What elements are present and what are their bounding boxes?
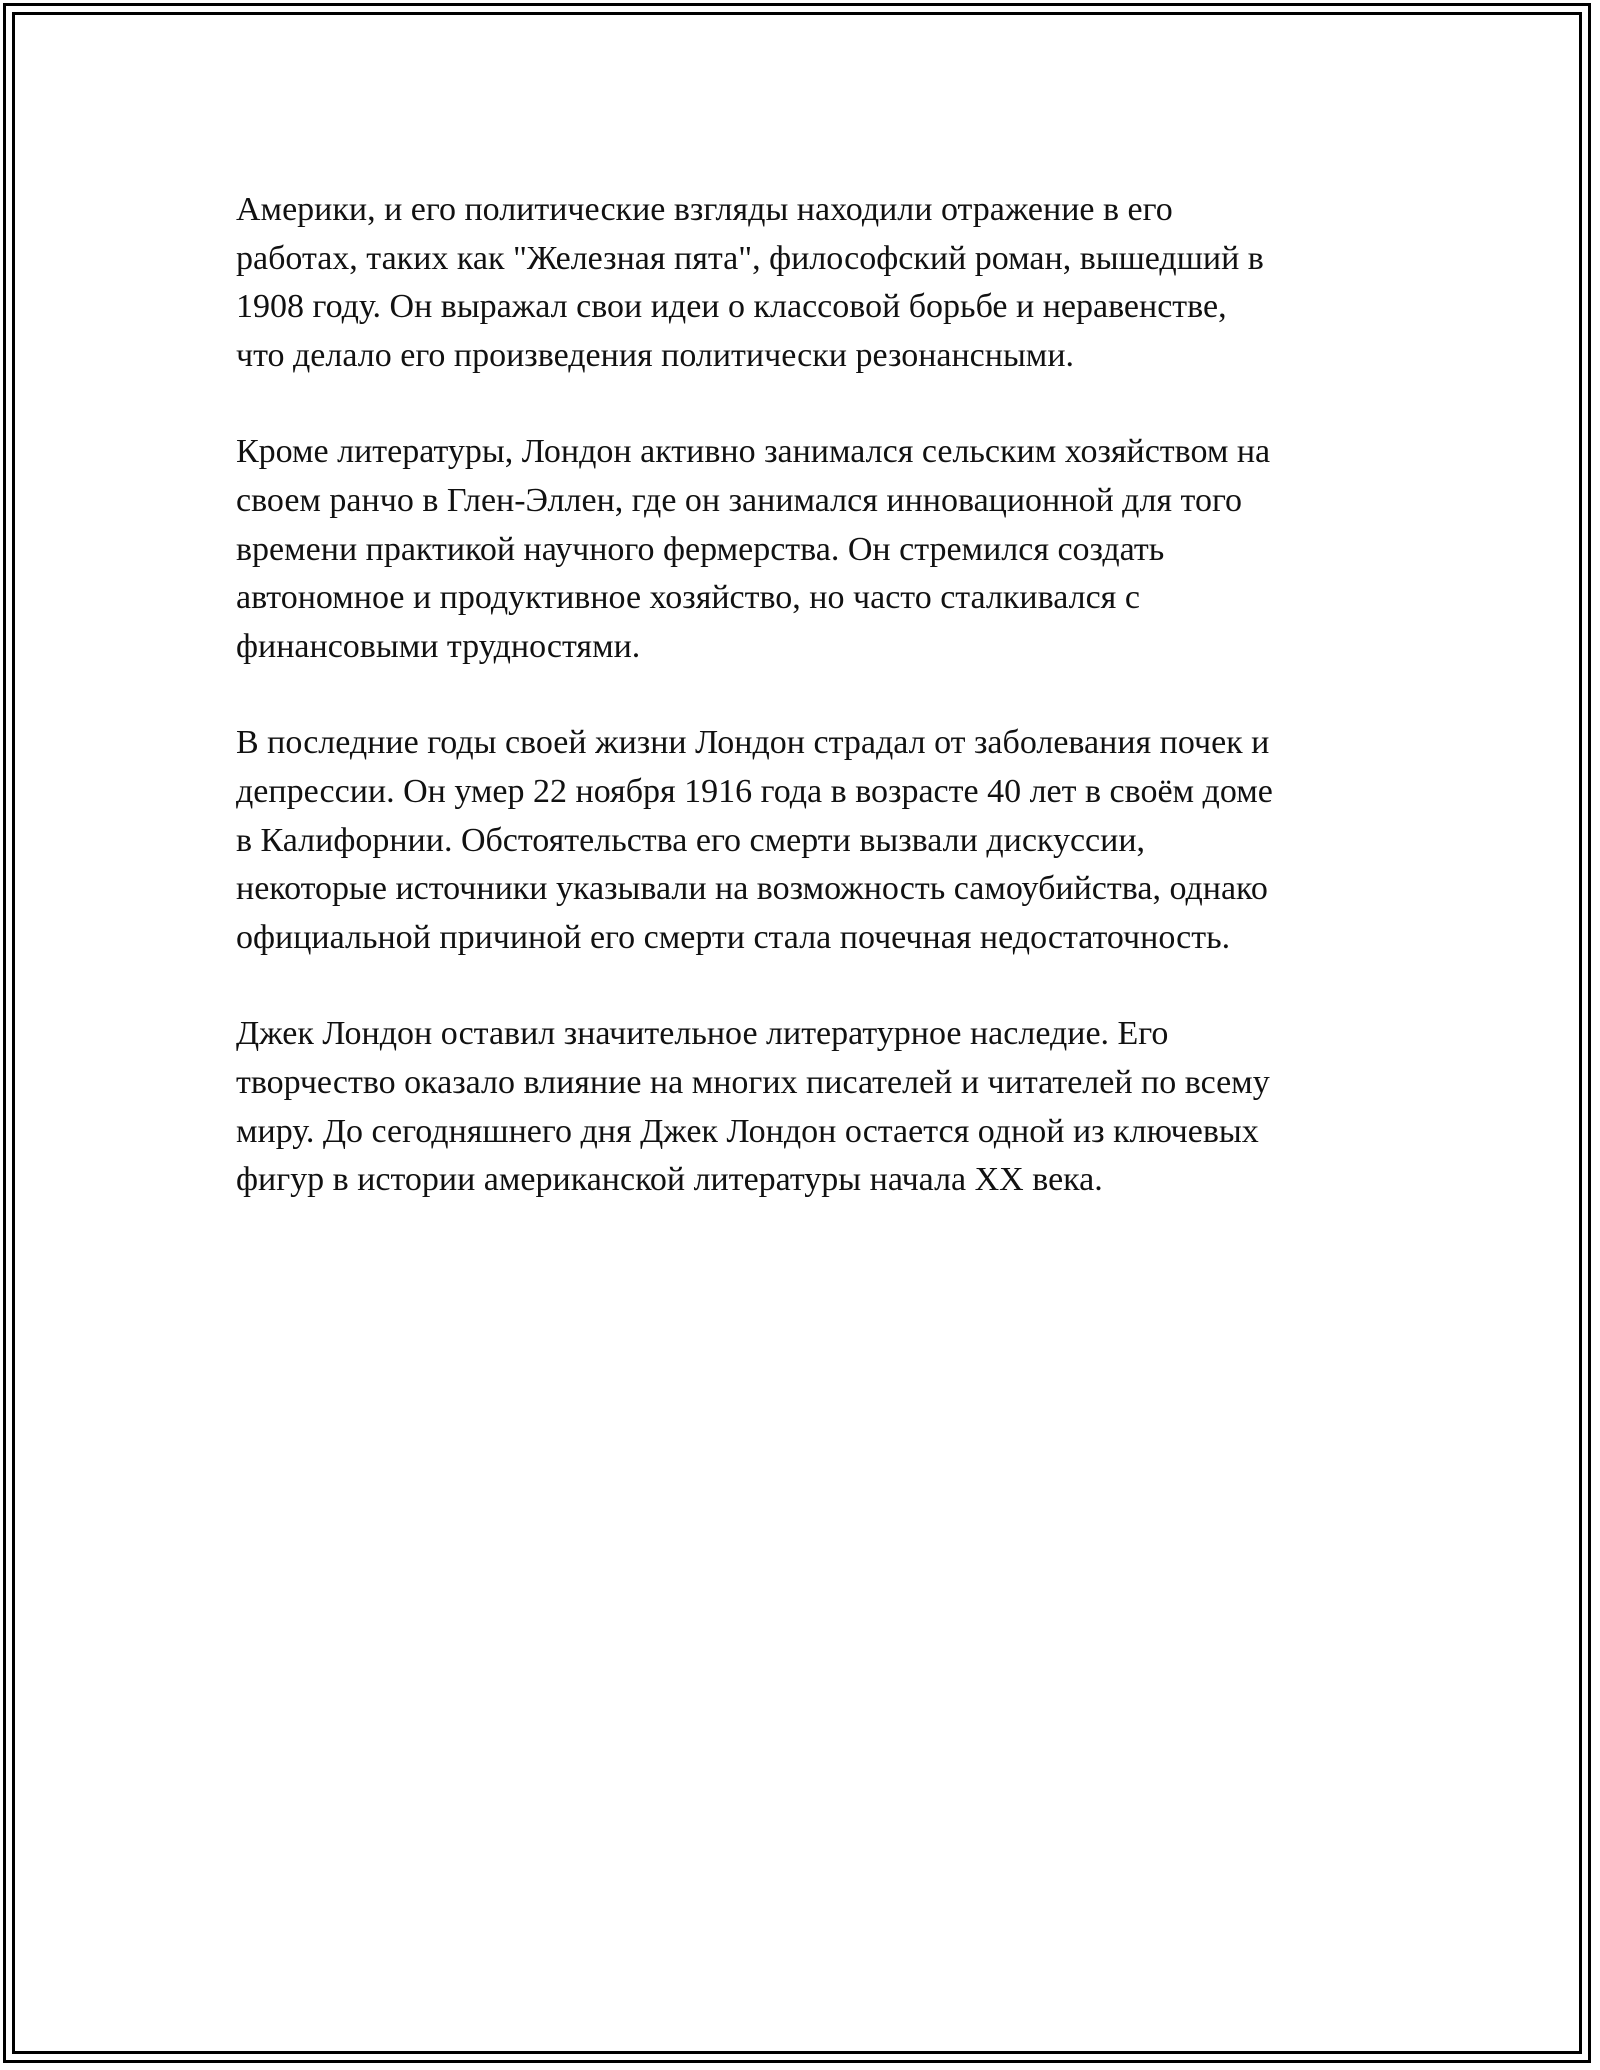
text-line: Джек Лондон оставил значительное литературное наследие. Его bbox=[236, 1015, 1169, 1053]
text-line: своем ранчо в Глен-Эллен, где он занимался инновационной для того bbox=[236, 481, 1243, 519]
text-line: официальной причиной его смерти стала почечная недостаточность. bbox=[236, 918, 1231, 956]
text-line: автономное и продуктивное хозяйство, но часто сталкивался с bbox=[236, 579, 1140, 617]
text-line: Америки, и его политические взгляды находили отражение в его bbox=[236, 191, 1173, 228]
document-body bbox=[236, 186, 1406, 1253]
text-line: некоторые источники указывали на возможность самоубийства, однако bbox=[236, 870, 1268, 908]
text-line: времени практикой научного фермерства. Он стремился создать bbox=[236, 530, 1165, 568]
text-line: В последние годы своей жизни Лондон страдал от заболевания почек и bbox=[236, 724, 1270, 762]
text-line: финансовыми трудностями. bbox=[236, 627, 641, 665]
text-line: творчество оказало влияние на многих писателей и читателей по всему bbox=[236, 1063, 1270, 1101]
text-line: фигур в истории американской литературы начала XX века. bbox=[236, 1161, 1103, 1199]
paragraph-politics bbox=[236, 186, 1406, 380]
text-line: депрессии. Он умер 22 ноября 1916 года в возрасте 40 лет в своём доме bbox=[236, 772, 1273, 810]
text-line: работах, таких как "Железная пята", философский роман, вышедший в bbox=[236, 239, 1264, 277]
text-line: в Калифорнии. Обстоятельства его смерти вызвали дискуссии, bbox=[236, 821, 1146, 859]
text-line: Кроме литературы, Лондон активно занимался сельским хозяйством на bbox=[236, 433, 1271, 471]
text-line: что делало его произведения политически резонансными. bbox=[236, 336, 1075, 374]
paragraph-legacy bbox=[236, 1010, 1406, 1204]
paragraph-last-years bbox=[236, 719, 1406, 962]
paragraph-ranch bbox=[236, 428, 1406, 671]
text-line: миру. До сегодняшнего дня Джек Лондон остается одной из ключевых bbox=[236, 1112, 1259, 1150]
text-line: 1908 году. Он выражал свои идеи о классовой борьбе и неравенстве, bbox=[236, 288, 1227, 326]
